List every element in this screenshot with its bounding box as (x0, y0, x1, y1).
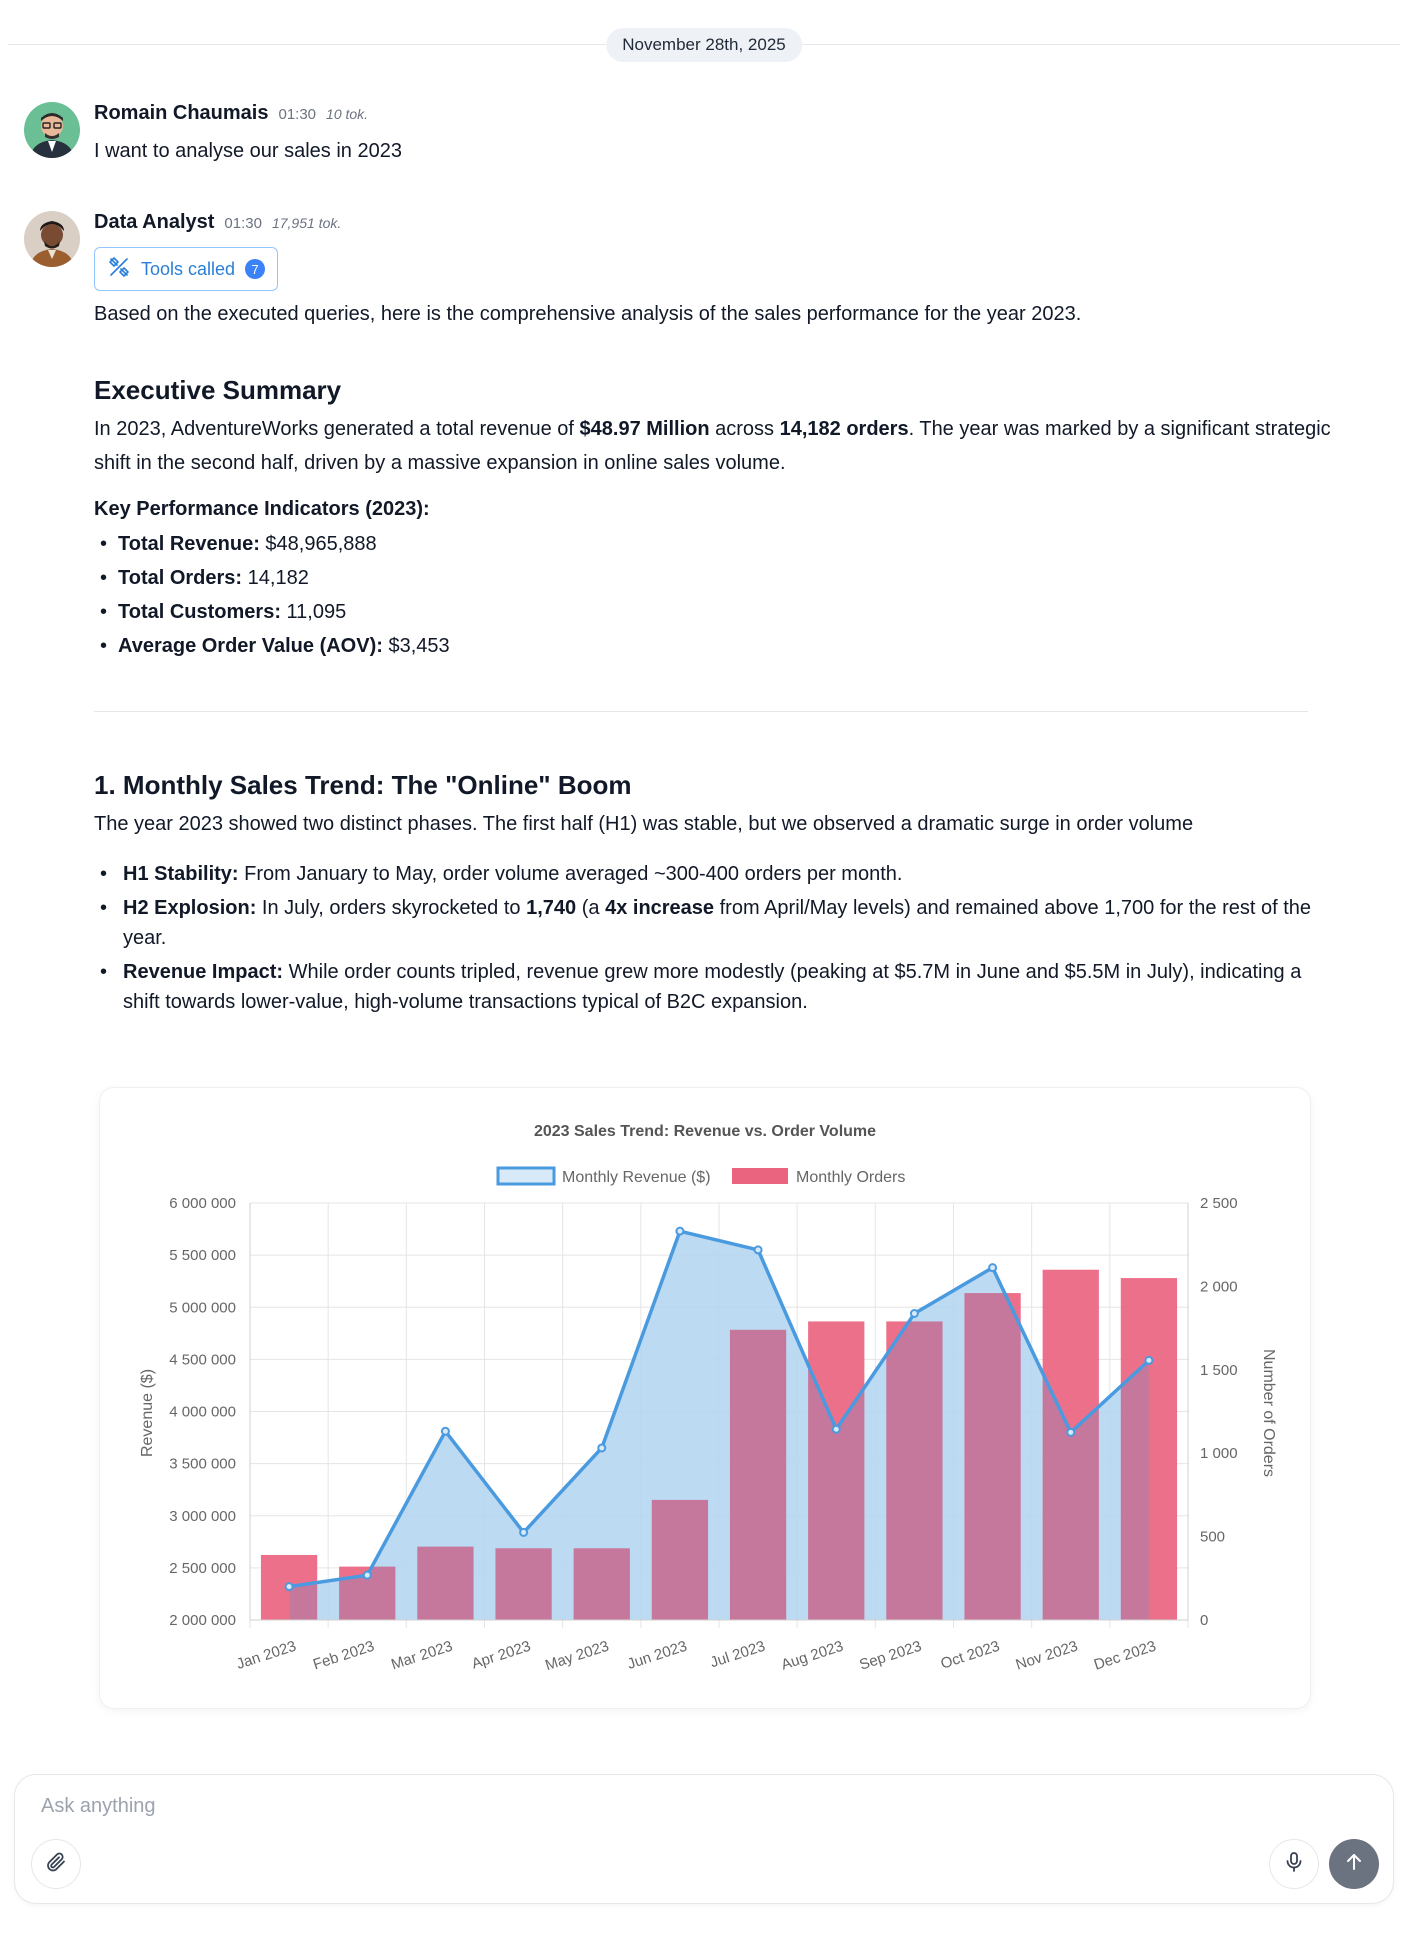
bullet-label: H1 Stability: (123, 863, 239, 885)
summary-text-part: In 2023, AdventureWorks generated a total revenue of (94, 418, 580, 440)
chart-legend[interactable] (498, 1168, 905, 1186)
kpi-label: Average Order Value (AOV): (118, 635, 383, 657)
bullet-bold: 4x increase (605, 897, 715, 919)
revenue-point (676, 1228, 683, 1235)
kpi-label: Total Customers: (118, 601, 281, 623)
user-message (24, 102, 1374, 172)
message-text: I want to analyse our sales in 2023 (94, 140, 402, 162)
kpi-item (94, 629, 1334, 663)
legend-revenue-label[interactable]: Monthly Revenue ($) (562, 1169, 711, 1186)
legend-orders-swatch[interactable] (732, 1168, 788, 1184)
bullet-text: From January to May, order volume averaged ~300-400 orders per month. (238, 863, 903, 885)
x-tick-label: Dec 2023 (1091, 1637, 1159, 1674)
sales-trend-chart (100, 1088, 1310, 1708)
y2-tick-label: 2 500 (1200, 1195, 1238, 1212)
revenue-point (989, 1264, 996, 1271)
y2-tick-label: 500 (1200, 1528, 1226, 1546)
revenue-point (1145, 1357, 1152, 1364)
token-count: 17,951 tok. (271, 215, 342, 231)
y-tick-label: 4 000 000 (169, 1403, 236, 1421)
bullet-bold: 1,740 (526, 897, 577, 919)
x-tick-label: May 2023 (543, 1637, 611, 1675)
legend-revenue-swatch[interactable] (498, 1168, 554, 1184)
revenue-area-overlay (289, 1231, 1149, 1620)
arrow-up-icon (1342, 1850, 1366, 1879)
kpi-value: $48,965,888 (259, 533, 377, 555)
revenue-point (286, 1583, 293, 1590)
bullet-item (94, 859, 1334, 889)
revenue-point (833, 1426, 840, 1433)
intro-text: Based on the executed queries, here is the comprehensive analysis of the sales performance for the year 2023. (94, 303, 1082, 325)
date-pill: November 28th, 2025 (606, 28, 802, 62)
summary-orders-bold: 14,182 orders (779, 418, 909, 440)
summary-revenue-bold: $48.97 Million (579, 418, 710, 440)
legend-orders-label[interactable]: Monthly Orders (796, 1169, 906, 1186)
section-divider (94, 711, 1308, 712)
revenue-point (442, 1428, 449, 1435)
x-tick-label: Oct 2023 (938, 1637, 1002, 1673)
x-tick-label: Nov 2023 (1013, 1637, 1080, 1674)
tools-called-button[interactable] (94, 247, 278, 291)
kpi-item (94, 561, 1334, 595)
revenue-point (755, 1246, 762, 1253)
send-button[interactable] (1329, 1839, 1379, 1889)
message-time: 01:30 (224, 215, 262, 232)
bullet-label: Revenue Impact: (123, 961, 284, 983)
y2-tick-label: 0 (1200, 1612, 1209, 1629)
y-tick-label: 5 500 000 (169, 1247, 236, 1265)
revenue-point (520, 1529, 527, 1536)
x-tick-label: Aug 2023 (779, 1637, 846, 1674)
x-tick-label: Jul 2023 (708, 1637, 768, 1672)
message-time: 01:30 (278, 106, 317, 123)
revenue-point (364, 1572, 371, 1579)
y2-tick-label: 1 000 (1200, 1445, 1238, 1463)
user-message-body (94, 102, 1334, 168)
kpi-label: Total Orders: (118, 567, 243, 589)
summary-text-part: across (709, 418, 780, 440)
message-composer[interactable] (14, 1774, 1394, 1904)
revenue-point (911, 1310, 918, 1317)
y2-tick-label: 1 500 (1200, 1361, 1238, 1379)
y2-axis-label: Number of Orders (1260, 1348, 1277, 1478)
trend-bullet-list (94, 859, 1334, 1017)
x-tick-label: Sep 2023 (857, 1637, 924, 1674)
author-name: Data Analyst (94, 211, 215, 233)
microphone-button[interactable] (1269, 1839, 1319, 1889)
avatar-assistant[interactable] (24, 211, 80, 267)
bullet-item (94, 957, 1334, 1017)
bullet-text: While order counts tripled, revenue grew more modestly (peaking at $5.7M in June and $5.5M in July), indicating a shift towards lower-value, high-volume transactions typical of B2C expansion. (123, 961, 1302, 1013)
x-tick-label: Mar 2023 (389, 1637, 455, 1674)
executive-summary-text (94, 412, 1334, 480)
y-tick-label: 5 000 000 (169, 1299, 236, 1317)
section-1-heading: 1. Monthly Sales Trend: The "Online" Boom (94, 770, 632, 800)
date-divider (8, 26, 1400, 62)
microphone-icon (1282, 1850, 1306, 1879)
kpi-item (94, 527, 1334, 561)
assistant-message-body (94, 211, 1334, 1017)
kpi-item (94, 595, 1334, 629)
avatar-user[interactable] (24, 102, 80, 158)
sales-trend-chart-card (100, 1088, 1310, 1708)
x-tick-label: Jun 2023 (625, 1637, 690, 1673)
chart-title: 2023 Sales Trend: Revenue vs. Order Volume (533, 1123, 877, 1140)
executive-summary-heading: Executive Summary (94, 375, 342, 405)
attach-button[interactable] (31, 1839, 81, 1889)
y-tick-label: 6 000 000 (169, 1195, 236, 1212)
tools-called-label: Tools called (141, 258, 236, 279)
message-header (94, 211, 1334, 239)
tools-icon (107, 255, 131, 284)
composer-input[interactable]: Ask anything (41, 1795, 156, 1817)
kpi-value: $3,453 (382, 635, 450, 657)
x-tick-label: Feb 2023 (310, 1637, 377, 1674)
kpi-heading: Key Performance Indicators (2023): (94, 498, 430, 520)
tools-count-badge: 7 (245, 259, 265, 279)
kpi-value: 11,095 (280, 601, 347, 623)
summary-text-part: . The year was marked by a significant strategic shift in the second half, driven by a massive expansion in online sales volume. (94, 418, 1331, 474)
bullet-text: (a (576, 897, 606, 919)
token-count: 10 tok. (326, 106, 369, 122)
kpi-label: Total Revenue: (118, 533, 260, 555)
y-axis-label: Revenue ($) (139, 1368, 156, 1458)
y-tick-label: 3 500 000 (169, 1455, 236, 1473)
revenue-point (598, 1444, 605, 1451)
author-name: Romain Chaumais (94, 102, 269, 124)
y-tick-label: 2 500 000 (169, 1559, 236, 1577)
x-tick-label: Jan 2023 (234, 1637, 299, 1673)
y2-tick-label: 2 000 (1200, 1278, 1238, 1296)
bullet-text: from April/May levels) and remained above 1,700 for the rest of the year. (123, 897, 1312, 949)
kpi-list (94, 527, 1334, 663)
section-1-intro: The year 2023 showed two distinct phases. The first half (H1) was stable, but we observed a dramatic surge in order volume (94, 813, 1194, 835)
x-tick-label: Apr 2023 (469, 1637, 533, 1673)
paperclip-icon (44, 1850, 68, 1879)
y-tick-label: 2 000 000 (169, 1612, 236, 1629)
revenue-point (1067, 1429, 1074, 1436)
y-tick-label: 3 000 000 (169, 1507, 236, 1525)
y-tick-label: 4 500 000 (169, 1351, 236, 1369)
kpi-value: 14,182 (242, 567, 309, 589)
bullet-label: H2 Explosion: (123, 897, 257, 919)
bullet-text: In July, orders skyrocketed to (256, 897, 527, 919)
bullet-item (94, 893, 1334, 953)
message-header (94, 102, 1334, 130)
